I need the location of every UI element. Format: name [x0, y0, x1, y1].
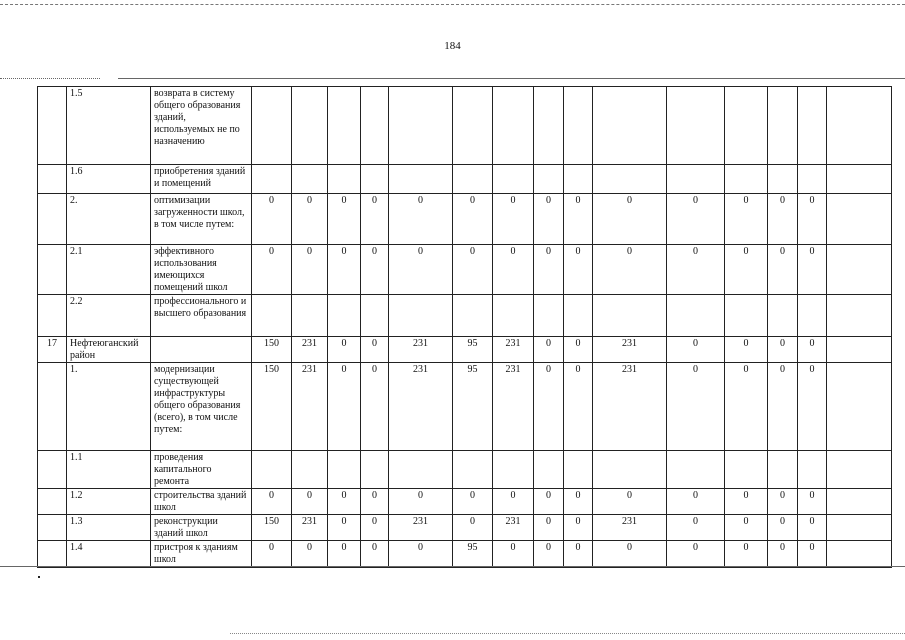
- value-cell: 0: [493, 194, 534, 245]
- item-code-cell: 1.: [67, 363, 151, 451]
- value-cell: 231: [493, 337, 534, 363]
- row-index-cell: [38, 489, 67, 515]
- row-index-cell: [38, 451, 67, 489]
- value-cell: [292, 87, 328, 165]
- value-cell: 95: [453, 337, 493, 363]
- item-description-cell: реконструкции зданий школ: [151, 515, 252, 541]
- value-cell: 231: [292, 337, 328, 363]
- data-table: [37, 86, 892, 568]
- value-cell: 0: [328, 194, 361, 245]
- table-row: [38, 337, 892, 363]
- value-cell: 95: [453, 363, 493, 451]
- value-cell: 0: [493, 245, 534, 295]
- value-cell: 0: [534, 245, 564, 295]
- footer-separator-line: [0, 566, 905, 567]
- value-cell: [453, 451, 493, 489]
- value-cell: 0: [667, 245, 725, 295]
- row-index-cell: [38, 515, 67, 541]
- value-cell: [725, 87, 768, 165]
- value-cell: [667, 295, 725, 337]
- table-row: [38, 245, 892, 295]
- value-cell: 231: [389, 337, 453, 363]
- value-cell: 0: [768, 515, 798, 541]
- value-cell: [798, 295, 827, 337]
- item-description-cell: оптимизации загруженности школ, в том числе путем:: [151, 194, 252, 245]
- value-cell: 0: [564, 515, 593, 541]
- row-index-cell: [38, 541, 67, 568]
- table-row: [38, 165, 892, 194]
- value-cell: 0: [534, 541, 564, 568]
- value-cell: 231: [389, 363, 453, 451]
- value-cell: 0: [667, 194, 725, 245]
- value-cell: [292, 295, 328, 337]
- item-description-cell: приобретения зданий и помещений: [151, 165, 252, 194]
- value-cell: [798, 451, 827, 489]
- row-index-cell: [38, 363, 67, 451]
- value-cell: [667, 87, 725, 165]
- value-cell: 0: [389, 245, 453, 295]
- value-cell: 0: [564, 245, 593, 295]
- value-cell: 231: [493, 515, 534, 541]
- value-cell: [361, 87, 389, 165]
- value-cell: [493, 87, 534, 165]
- value-cell: 0: [798, 363, 827, 451]
- value-cell: 0: [667, 541, 725, 568]
- value-cell: [328, 87, 361, 165]
- value-cell: 0: [667, 515, 725, 541]
- value-cell: 0: [534, 515, 564, 541]
- value-cell: [534, 165, 564, 194]
- value-cell: [593, 451, 667, 489]
- value-cell: [292, 451, 328, 489]
- item-code-cell: 1.3: [67, 515, 151, 541]
- header-separator-dotted: [0, 78, 100, 79]
- value-cell: [328, 295, 361, 337]
- item-code-cell: 1.5: [67, 87, 151, 165]
- value-cell: 0: [453, 515, 493, 541]
- value-cell: 0: [768, 337, 798, 363]
- value-cell: 0: [798, 194, 827, 245]
- value-cell: [667, 451, 725, 489]
- value-cell: [593, 295, 667, 337]
- item-description-cell: [151, 337, 252, 363]
- value-cell: 150: [252, 337, 292, 363]
- value-cell: 0: [292, 245, 328, 295]
- value-cell: 0: [328, 489, 361, 515]
- value-cell: 0: [361, 245, 389, 295]
- value-cell: 0: [493, 541, 534, 568]
- value-cell: [593, 165, 667, 194]
- value-cell: [453, 87, 493, 165]
- item-description-cell: проведения капитального ремонта: [151, 451, 252, 489]
- value-cell: [564, 87, 593, 165]
- item-code-cell: 1.6: [67, 165, 151, 194]
- item-description-cell: профессионального и высшего образования: [151, 295, 252, 337]
- value-cell: [564, 451, 593, 489]
- empty-cell: [827, 87, 892, 165]
- row-index-cell: [38, 245, 67, 295]
- table-row: [38, 541, 892, 568]
- value-cell: 0: [798, 541, 827, 568]
- value-cell: 0: [768, 363, 798, 451]
- value-cell: [389, 295, 453, 337]
- value-cell: 0: [534, 489, 564, 515]
- empty-cell: [827, 363, 892, 451]
- value-cell: 0: [361, 337, 389, 363]
- item-description-cell: модернизации существующей инфраструктуры общего образования (всего), в том числе путем:: [151, 363, 252, 451]
- value-cell: 0: [593, 245, 667, 295]
- value-cell: 231: [493, 363, 534, 451]
- value-cell: [252, 451, 292, 489]
- empty-cell: [827, 489, 892, 515]
- item-description-cell: возврата в систему общего образования зданий, используемых не по назначению: [151, 87, 252, 165]
- value-cell: 0: [593, 194, 667, 245]
- value-cell: 0: [252, 245, 292, 295]
- value-cell: 0: [725, 194, 768, 245]
- value-cell: [493, 165, 534, 194]
- value-cell: [798, 87, 827, 165]
- value-cell: 231: [593, 515, 667, 541]
- value-cell: 0: [768, 194, 798, 245]
- item-code-cell: 1.2: [67, 489, 151, 515]
- value-cell: 0: [389, 489, 453, 515]
- row-index-cell: 17: [38, 337, 67, 363]
- value-cell: 0: [798, 245, 827, 295]
- value-cell: [534, 87, 564, 165]
- header-separator-line: [118, 78, 905, 79]
- item-description-cell: эффективного использования имеющихся помещений школ: [151, 245, 252, 295]
- value-cell: 0: [564, 194, 593, 245]
- item-code-cell: 2.: [67, 194, 151, 245]
- value-cell: [768, 165, 798, 194]
- value-cell: 95: [453, 541, 493, 568]
- table-row: [38, 295, 892, 337]
- value-cell: [252, 165, 292, 194]
- value-cell: 0: [798, 515, 827, 541]
- value-cell: 0: [453, 194, 493, 245]
- value-cell: 0: [667, 363, 725, 451]
- value-cell: 0: [252, 541, 292, 568]
- table-row: [38, 363, 892, 451]
- value-cell: 0: [564, 337, 593, 363]
- value-cell: 0: [361, 541, 389, 568]
- value-cell: 0: [798, 489, 827, 515]
- value-cell: [667, 165, 725, 194]
- value-cell: 231: [292, 515, 328, 541]
- value-cell: 0: [252, 194, 292, 245]
- value-cell: 231: [389, 515, 453, 541]
- value-cell: 0: [564, 363, 593, 451]
- row-index-cell: [38, 87, 67, 165]
- value-cell: [389, 87, 453, 165]
- value-cell: 0: [725, 245, 768, 295]
- table-row: [38, 87, 892, 165]
- value-cell: 0: [534, 337, 564, 363]
- empty-cell: [827, 451, 892, 489]
- value-cell: 0: [389, 541, 453, 568]
- value-cell: [361, 165, 389, 194]
- value-cell: [493, 451, 534, 489]
- row-index-cell: [38, 194, 67, 245]
- value-cell: 231: [292, 363, 328, 451]
- value-cell: 0: [564, 541, 593, 568]
- value-cell: 0: [534, 363, 564, 451]
- value-cell: 0: [328, 515, 361, 541]
- value-cell: 0: [453, 489, 493, 515]
- value-cell: 0: [328, 541, 361, 568]
- item-description-cell: строительства зданий школ: [151, 489, 252, 515]
- value-cell: 0: [361, 515, 389, 541]
- empty-cell: [827, 541, 892, 568]
- value-cell: [768, 451, 798, 489]
- value-cell: [361, 451, 389, 489]
- value-cell: 0: [361, 363, 389, 451]
- value-cell: 0: [768, 489, 798, 515]
- value-cell: 0: [798, 337, 827, 363]
- value-cell: 0: [768, 245, 798, 295]
- value-cell: [292, 165, 328, 194]
- value-cell: 0: [453, 245, 493, 295]
- value-cell: 0: [725, 489, 768, 515]
- empty-cell: [827, 295, 892, 337]
- scan-speck: [38, 576, 40, 578]
- value-cell: 0: [725, 337, 768, 363]
- item-code-cell: Нефтеюганский район: [67, 337, 151, 363]
- value-cell: 0: [292, 489, 328, 515]
- value-cell: [564, 295, 593, 337]
- value-cell: [725, 165, 768, 194]
- row-index-cell: [38, 295, 67, 337]
- value-cell: [252, 295, 292, 337]
- item-code-cell: 1.4: [67, 541, 151, 568]
- value-cell: [768, 295, 798, 337]
- value-cell: 0: [493, 489, 534, 515]
- table-row: [38, 489, 892, 515]
- item-code-cell: 2.1: [67, 245, 151, 295]
- value-cell: 0: [361, 489, 389, 515]
- value-cell: [534, 295, 564, 337]
- value-cell: 0: [593, 489, 667, 515]
- table-row: [38, 515, 892, 541]
- value-cell: 0: [292, 194, 328, 245]
- empty-cell: [827, 165, 892, 194]
- value-cell: 0: [328, 337, 361, 363]
- value-cell: [389, 451, 453, 489]
- value-cell: 0: [564, 489, 593, 515]
- row-index-cell: [38, 165, 67, 194]
- value-cell: 0: [667, 489, 725, 515]
- scan-bottom-edge: [230, 633, 905, 634]
- value-cell: [361, 295, 389, 337]
- value-cell: 231: [593, 337, 667, 363]
- value-cell: 0: [328, 245, 361, 295]
- scan-top-edge: [0, 4, 905, 5]
- value-cell: 0: [725, 541, 768, 568]
- value-cell: [534, 451, 564, 489]
- table-row: [38, 194, 892, 245]
- value-cell: 0: [725, 363, 768, 451]
- value-cell: [328, 165, 361, 194]
- empty-cell: [827, 245, 892, 295]
- value-cell: 0: [725, 515, 768, 541]
- value-cell: 0: [252, 489, 292, 515]
- value-cell: [453, 295, 493, 337]
- value-cell: [252, 87, 292, 165]
- value-cell: 0: [667, 337, 725, 363]
- value-cell: [564, 165, 593, 194]
- value-cell: [493, 295, 534, 337]
- value-cell: [725, 295, 768, 337]
- value-cell: 0: [534, 194, 564, 245]
- value-cell: 0: [328, 363, 361, 451]
- value-cell: [453, 165, 493, 194]
- value-cell: 231: [593, 363, 667, 451]
- empty-cell: [827, 515, 892, 541]
- value-cell: [593, 87, 667, 165]
- item-description-cell: пристроя к зданиям школ: [151, 541, 252, 568]
- value-cell: 0: [361, 194, 389, 245]
- value-cell: 0: [292, 541, 328, 568]
- table-row: [38, 451, 892, 489]
- empty-cell: [827, 337, 892, 363]
- value-cell: 150: [252, 515, 292, 541]
- value-cell: [389, 165, 453, 194]
- value-cell: [768, 87, 798, 165]
- empty-cell: [827, 194, 892, 245]
- value-cell: [328, 451, 361, 489]
- value-cell: [798, 165, 827, 194]
- item-code-cell: 1.1: [67, 451, 151, 489]
- item-code-cell: 2.2: [67, 295, 151, 337]
- value-cell: 150: [252, 363, 292, 451]
- value-cell: [725, 451, 768, 489]
- value-cell: 0: [389, 194, 453, 245]
- page-number: 184: [444, 40, 461, 52]
- value-cell: 0: [593, 541, 667, 568]
- value-cell: 0: [768, 541, 798, 568]
